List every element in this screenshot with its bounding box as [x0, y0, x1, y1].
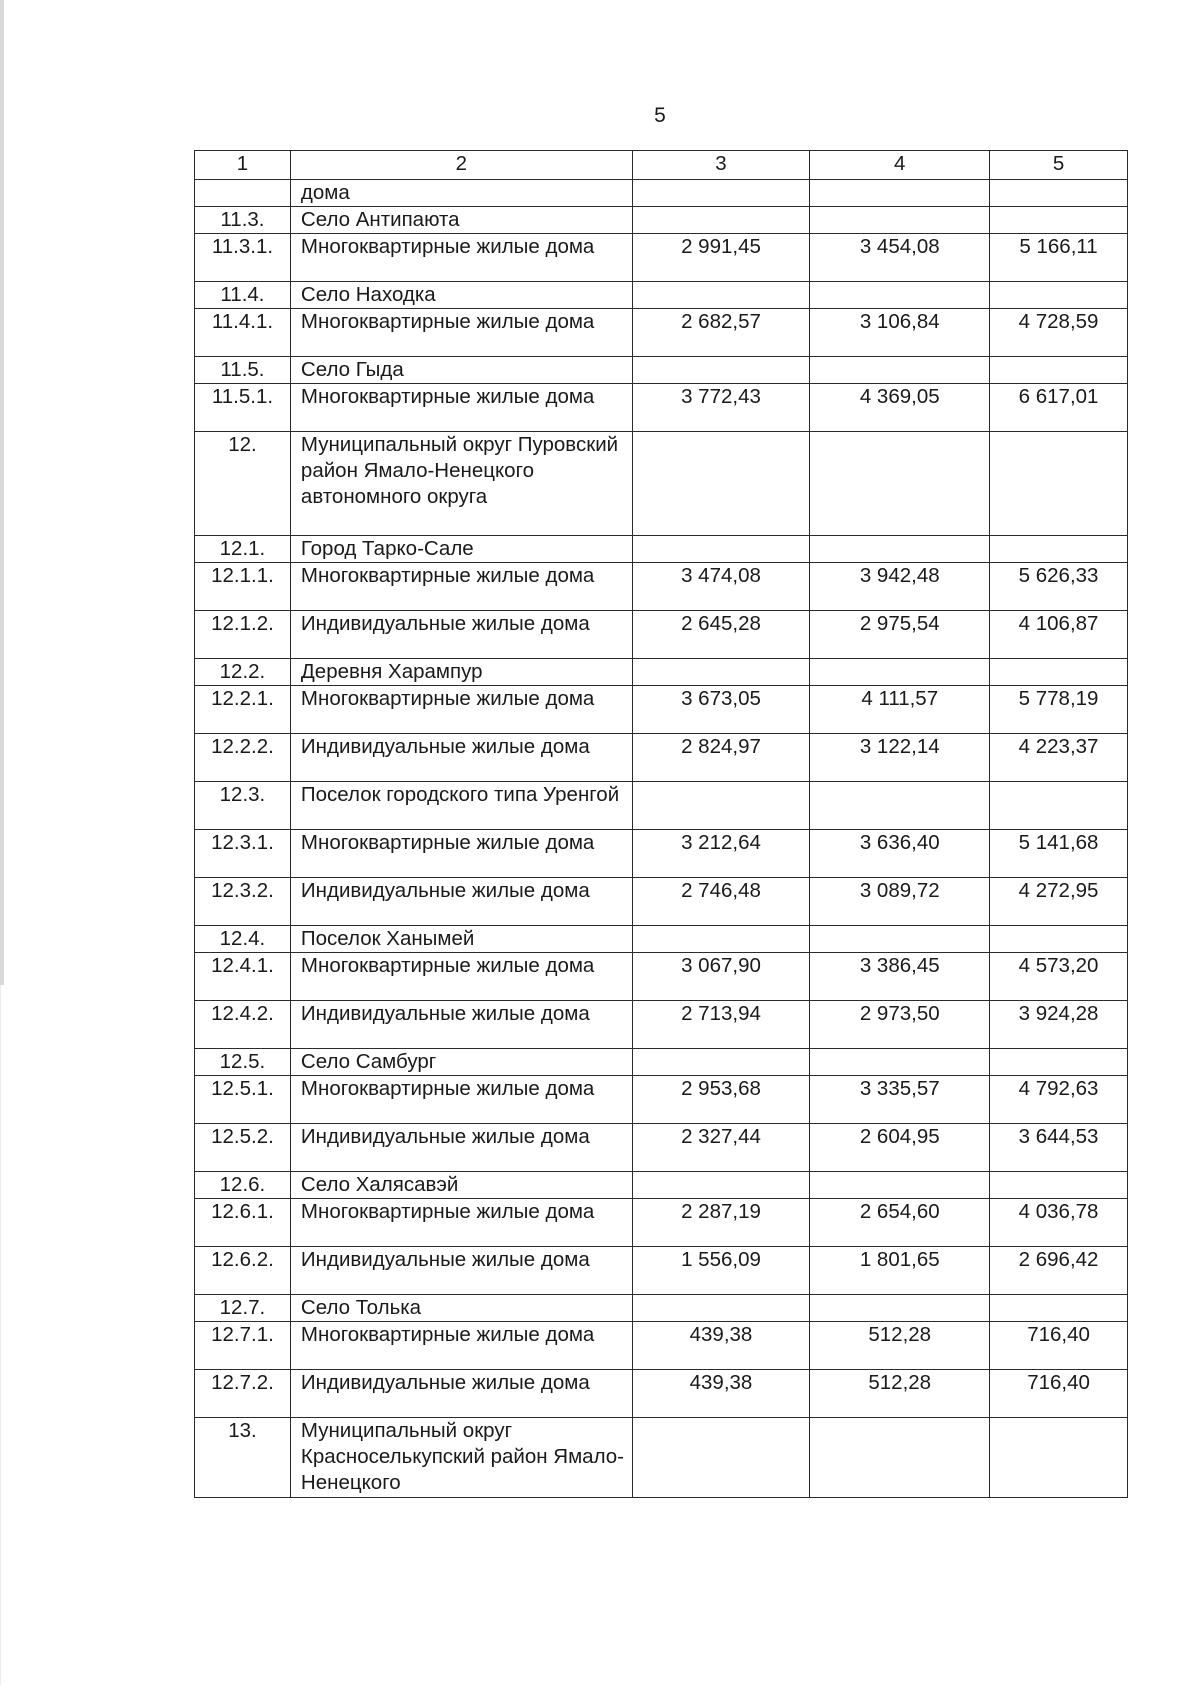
value-col3 [632, 1172, 810, 1199]
value-col3: 2 682,57 [632, 309, 810, 357]
row-number: 11.5.1. [195, 384, 291, 432]
table-row [195, 1049, 1128, 1076]
table-row [195, 953, 1128, 1001]
row-name: Село Гыда [290, 357, 632, 384]
row-number: 12.7. [195, 1295, 291, 1322]
value-col4 [810, 782, 990, 830]
table-row [195, 536, 1128, 563]
row-name: дома [290, 180, 632, 207]
value-col5 [990, 926, 1128, 953]
value-col4 [810, 1172, 990, 1199]
row-number: 12.2.1. [195, 686, 291, 734]
header-cell: 5 [990, 151, 1128, 180]
value-col3: 2 746,48 [632, 878, 810, 926]
row-number: 11.4.1. [195, 309, 291, 357]
row-name: Многоквартирные жилые дома [290, 384, 632, 432]
row-number: 12. [195, 432, 291, 536]
row-name: Индивидуальные жилые дома [290, 1124, 632, 1172]
row-name: Село Толька [290, 1295, 632, 1322]
value-col5 [990, 782, 1128, 830]
row-number: 12.3. [195, 782, 291, 830]
row-name: Село Антипаюта [290, 207, 632, 234]
value-col3: 2 287,19 [632, 1199, 810, 1247]
value-col5 [990, 1049, 1128, 1076]
value-col3 [632, 207, 810, 234]
value-col5: 3 924,28 [990, 1001, 1128, 1049]
value-col3: 3 212,64 [632, 830, 810, 878]
table-row [195, 926, 1128, 953]
header-cell: 3 [632, 151, 810, 180]
value-col5: 716,40 [990, 1322, 1128, 1370]
value-col4: 2 973,50 [810, 1001, 990, 1049]
value-col5: 4 272,95 [990, 878, 1128, 926]
value-col4: 2 654,60 [810, 1199, 990, 1247]
value-col5 [990, 659, 1128, 686]
table-row [195, 830, 1128, 878]
value-col3: 2 645,28 [632, 611, 810, 659]
value-col5: 5 141,68 [990, 830, 1128, 878]
row-name: Деревня Харампур [290, 659, 632, 686]
value-col3: 439,38 [632, 1370, 810, 1418]
row-name: Индивидуальные жилые дома [290, 611, 632, 659]
row-name: Многоквартирные жилые дома [290, 830, 632, 878]
value-col4 [810, 282, 990, 309]
value-col5: 5 626,33 [990, 563, 1128, 611]
row-number: 13. [195, 1418, 291, 1498]
value-col5: 4 792,63 [990, 1076, 1128, 1124]
value-col5: 716,40 [990, 1370, 1128, 1418]
value-col5 [990, 180, 1128, 207]
row-name: Муниципальный округ Пуровский район Ямало-Ненецкого автономного округа [290, 432, 632, 536]
row-name: Многоквартирные жилые дома [290, 953, 632, 1001]
table-row [195, 1124, 1128, 1172]
row-number: 12.1.2. [195, 611, 291, 659]
value-col5 [990, 1295, 1128, 1322]
row-number: 12.7.1. [195, 1322, 291, 1370]
value-col3 [632, 180, 810, 207]
table-row [195, 282, 1128, 309]
value-col4 [810, 1295, 990, 1322]
value-col5: 4 573,20 [990, 953, 1128, 1001]
value-col5 [990, 282, 1128, 309]
value-col3: 1 556,09 [632, 1247, 810, 1295]
value-col4 [810, 1049, 990, 1076]
table-row [195, 1001, 1128, 1049]
value-col3: 2 327,44 [632, 1124, 810, 1172]
value-col5: 4 728,59 [990, 309, 1128, 357]
row-name: Индивидуальные жилые дома [290, 1001, 632, 1049]
header-cell: 4 [810, 151, 990, 180]
row-name: Многоквартирные жилые дома [290, 1322, 632, 1370]
row-name: Многоквартирные жилые дома [290, 1199, 632, 1247]
value-col5 [990, 1418, 1128, 1498]
table-row [195, 686, 1128, 734]
value-col4: 2 975,54 [810, 611, 990, 659]
table-row [195, 180, 1128, 207]
table-row [195, 878, 1128, 926]
value-col4: 2 604,95 [810, 1124, 990, 1172]
value-col3 [632, 1295, 810, 1322]
value-col3 [632, 1049, 810, 1076]
row-name: Индивидуальные жилые дома [290, 734, 632, 782]
row-name: Многоквартирные жилые дома [290, 309, 632, 357]
row-number: 12.6.2. [195, 1247, 291, 1295]
value-col4: 1 801,65 [810, 1247, 990, 1295]
table-row [195, 1295, 1128, 1322]
value-col4 [810, 926, 990, 953]
value-col5 [990, 536, 1128, 563]
table-row [195, 1199, 1128, 1247]
value-col4: 3 386,45 [810, 953, 990, 1001]
table-row [195, 1322, 1128, 1370]
value-col4: 512,28 [810, 1370, 990, 1418]
table-row [195, 357, 1128, 384]
value-col3 [632, 357, 810, 384]
row-name: Многоквартирные жилые дома [290, 234, 632, 282]
value-col4: 4 111,57 [810, 686, 990, 734]
table-row [195, 309, 1128, 357]
table-row [195, 207, 1128, 234]
value-col5 [990, 207, 1128, 234]
row-number: 12.5.2. [195, 1124, 291, 1172]
row-number: 12.6. [195, 1172, 291, 1199]
value-col5: 3 644,53 [990, 1124, 1128, 1172]
value-col5: 4 223,37 [990, 734, 1128, 782]
row-number: 11.5. [195, 357, 291, 384]
value-col3 [632, 536, 810, 563]
row-number: 11.4. [195, 282, 291, 309]
row-number: 11.3.1. [195, 234, 291, 282]
row-number: 12.2.2. [195, 734, 291, 782]
table-row [195, 1418, 1128, 1498]
header-cell: 1 [195, 151, 291, 180]
value-col5 [990, 357, 1128, 384]
row-name: Поселок Ханымей [290, 926, 632, 953]
table-row [195, 234, 1128, 282]
row-name: Село Находка [290, 282, 632, 309]
row-number: 12.5. [195, 1049, 291, 1076]
value-col4 [810, 432, 990, 536]
value-col3 [632, 926, 810, 953]
value-col4: 3 335,57 [810, 1076, 990, 1124]
row-name: Индивидуальные жилые дома [290, 1370, 632, 1418]
value-col3: 439,38 [632, 1322, 810, 1370]
table-row [195, 734, 1128, 782]
value-col5 [990, 432, 1128, 536]
row-number: 12.2. [195, 659, 291, 686]
value-col3: 3 673,05 [632, 686, 810, 734]
value-col4 [810, 536, 990, 563]
page-number: 5 [654, 104, 666, 127]
value-col3: 2 953,68 [632, 1076, 810, 1124]
value-col5: 4 106,87 [990, 611, 1128, 659]
value-col5 [990, 1172, 1128, 1199]
value-col4 [810, 1418, 990, 1498]
row-number [195, 180, 291, 207]
table-row [195, 782, 1128, 830]
value-col4: 3 636,40 [810, 830, 990, 878]
value-col4: 4 369,05 [810, 384, 990, 432]
table-row [195, 1247, 1128, 1295]
table-row [195, 659, 1128, 686]
row-number: 12.4.1. [195, 953, 291, 1001]
row-name: Поселок городского типа Уренгой [290, 782, 632, 830]
row-name: Город Тарко-Сале [290, 536, 632, 563]
row-number: 12.1. [195, 536, 291, 563]
table-row [195, 432, 1128, 536]
row-number: 12.3.1. [195, 830, 291, 878]
row-name: Многоквартирные жилые дома [290, 686, 632, 734]
value-col3 [632, 1418, 810, 1498]
value-col3: 2 991,45 [632, 234, 810, 282]
scan-left-edge [0, 0, 4, 985]
housing-cost-table [194, 150, 1128, 1498]
value-col3 [632, 782, 810, 830]
value-col5: 2 696,42 [990, 1247, 1128, 1295]
row-number: 12.4.2. [195, 1001, 291, 1049]
value-col3: 3 772,43 [632, 384, 810, 432]
row-name: Многоквартирные жилые дома [290, 1076, 632, 1124]
value-col4: 3 089,72 [810, 878, 990, 926]
value-col4: 3 454,08 [810, 234, 990, 282]
row-number: 12.3.2. [195, 878, 291, 926]
value-col3: 2 713,94 [632, 1001, 810, 1049]
row-number: 12.4. [195, 926, 291, 953]
scan-left-edge-lower [0, 985, 1, 1685]
table-row [195, 1172, 1128, 1199]
table-row [195, 1076, 1128, 1124]
table-row [195, 1370, 1128, 1418]
table-row [195, 384, 1128, 432]
row-name: Село Самбург [290, 1049, 632, 1076]
header-cell: 2 [290, 151, 632, 180]
value-col4 [810, 659, 990, 686]
row-name: Индивидуальные жилые дома [290, 878, 632, 926]
value-col4: 3 122,14 [810, 734, 990, 782]
row-name: Многоквартирные жилые дома [290, 563, 632, 611]
value-col5: 5 166,11 [990, 234, 1128, 282]
value-col4 [810, 180, 990, 207]
value-col3: 3 474,08 [632, 563, 810, 611]
row-number: 11.3. [195, 207, 291, 234]
value-col3: 2 824,97 [632, 734, 810, 782]
row-name: Муниципальный округ Красноселькупский район Ямало-Ненецкого [290, 1418, 632, 1498]
row-name: Село Халясавэй [290, 1172, 632, 1199]
table-row [195, 563, 1128, 611]
value-col5: 5 778,19 [990, 686, 1128, 734]
table-row [195, 611, 1128, 659]
table-header-row [195, 151, 1128, 180]
value-col3: 3 067,90 [632, 953, 810, 1001]
value-col3 [632, 659, 810, 686]
value-col3 [632, 432, 810, 536]
value-col4 [810, 357, 990, 384]
value-col4: 3 106,84 [810, 309, 990, 357]
row-number: 12.5.1. [195, 1076, 291, 1124]
row-number: 12.7.2. [195, 1370, 291, 1418]
row-name: Индивидуальные жилые дома [290, 1247, 632, 1295]
value-col4: 512,28 [810, 1322, 990, 1370]
value-col4: 3 942,48 [810, 563, 990, 611]
value-col4 [810, 207, 990, 234]
value-col5: 6 617,01 [990, 384, 1128, 432]
value-col3 [632, 282, 810, 309]
value-col5: 4 036,78 [990, 1199, 1128, 1247]
row-number: 12.6.1. [195, 1199, 291, 1247]
row-number: 12.1.1. [195, 563, 291, 611]
